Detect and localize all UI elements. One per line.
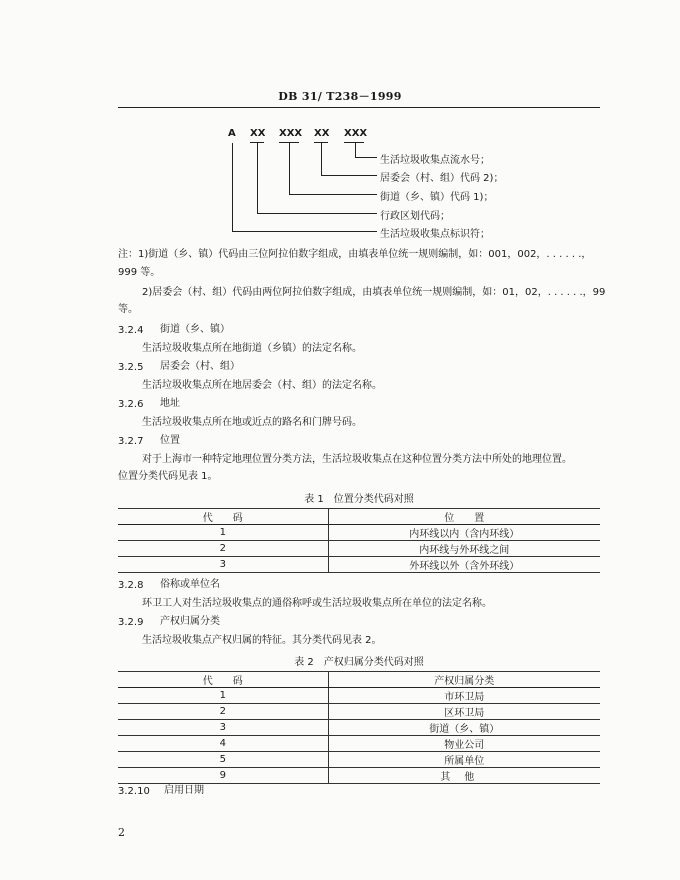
table-row bbox=[118, 541, 600, 557]
table-row bbox=[118, 720, 600, 736]
leader-serial bbox=[355, 157, 377, 158]
table-header-row bbox=[118, 672, 600, 688]
table-2 bbox=[118, 671, 600, 784]
code-part-a: A bbox=[228, 128, 236, 139]
leader-committee bbox=[321, 175, 377, 176]
section-number: 3.2.8 bbox=[118, 580, 144, 591]
section-number: 3.2.5 bbox=[118, 362, 144, 373]
section-number: 3.2.7 bbox=[118, 436, 144, 447]
table-1-caption: 表 1 位置分类代码对照 bbox=[304, 494, 414, 505]
section-body: 环卫工人对生活垃圾收集点的通俗称呼或生活垃圾收集点所在单位的法定名称。 bbox=[142, 598, 492, 609]
cell-code: 4 bbox=[118, 736, 328, 752]
table-row bbox=[118, 704, 600, 720]
note-1-line-2: 999 等。 bbox=[118, 267, 161, 278]
section-body-continued: 位置分类代码见表 1。 bbox=[118, 471, 218, 482]
header-ownership: 产权归属分类 bbox=[328, 672, 600, 688]
label-identifier: 生活垃圾收集点标识符； bbox=[380, 229, 490, 240]
label-district: 行政区划代码； bbox=[380, 211, 450, 222]
cell-code: 1 bbox=[118, 688, 328, 704]
table-row bbox=[118, 688, 600, 704]
section-body: 对于上海市一种特定地理位置分类方法，生活垃圾收集点在这种位置分类方法中所处的地理位置。 bbox=[142, 454, 572, 465]
connector-street bbox=[289, 143, 290, 194]
cell-ownership: 所属单位 bbox=[328, 752, 600, 768]
header-rule bbox=[118, 107, 600, 108]
leader-district bbox=[257, 213, 377, 214]
table-row bbox=[118, 752, 600, 768]
underline-serial bbox=[344, 142, 364, 143]
section-number: 3.2.4 bbox=[118, 325, 144, 336]
cell-code: 2 bbox=[118, 541, 328, 557]
section-body: 生活垃圾收集点所在地居委会（村、组）的法定名称。 bbox=[142, 380, 382, 391]
connector-district bbox=[257, 143, 258, 213]
cell-position: 内环线与外环线之间 bbox=[328, 541, 600, 557]
section-title: 地址 bbox=[160, 398, 180, 409]
table-row bbox=[118, 525, 600, 541]
table-1 bbox=[118, 508, 600, 573]
section-body: 生活垃圾收集点产权归属的特征。其分类代码见表 2。 bbox=[142, 635, 382, 646]
section-title: 产权归属分类 bbox=[160, 616, 220, 627]
header-code: 代 码 bbox=[118, 509, 328, 525]
section-number: 3.2.6 bbox=[118, 399, 144, 410]
code-part-serial: XXX bbox=[344, 128, 368, 139]
section-number: 3.2.9 bbox=[118, 617, 144, 628]
section-number: 3.2.10 bbox=[118, 786, 150, 797]
cell-code: 9 bbox=[118, 768, 328, 784]
document-code-header: DB 31/ T238－1999 bbox=[278, 90, 402, 103]
note-2-line-1: 2)居委会（村、组）代码由两位阿拉伯数字组成，由填表单位统一规则编制，如：01，02，. . . . . .，99 bbox=[142, 287, 606, 298]
cell-code: 2 bbox=[118, 704, 328, 720]
cell-code: 1 bbox=[118, 525, 328, 541]
section-title: 位置 bbox=[160, 435, 180, 446]
table-row bbox=[118, 557, 600, 573]
table-row bbox=[118, 768, 600, 784]
cell-ownership: 物业公司 bbox=[328, 736, 600, 752]
table-2-caption: 表 2 产权归属分类代码对照 bbox=[294, 657, 424, 668]
label-serial: 生活垃圾收集点流水号； bbox=[380, 155, 490, 166]
cell-code: 3 bbox=[118, 720, 328, 736]
cell-position: 内环线以内（含内环线） bbox=[328, 525, 600, 541]
table-row bbox=[118, 736, 600, 752]
note-2-line-2: 等。 bbox=[118, 304, 138, 315]
leader-street bbox=[289, 194, 377, 195]
cell-code: 5 bbox=[118, 752, 328, 768]
cell-ownership: 区环卫局 bbox=[328, 704, 600, 720]
section-body: 生活垃圾收集点所在地街道（乡镇）的法定名称。 bbox=[142, 343, 362, 354]
header-code: 代 码 bbox=[118, 672, 328, 688]
connector-identifier bbox=[232, 143, 233, 231]
section-body: 生活垃圾收集点所在地或近点的路名和门牌号码。 bbox=[142, 417, 362, 428]
code-part-street: XXX bbox=[279, 128, 303, 139]
label-street: 街道（乡、镇）代码 1)； bbox=[380, 192, 494, 203]
section-title: 街道（乡、镇） bbox=[160, 324, 230, 335]
cell-ownership: 市环卫局 bbox=[328, 688, 600, 704]
header-position: 位 置 bbox=[328, 509, 600, 525]
cell-code: 3 bbox=[118, 557, 328, 573]
cell-ownership: 街道（乡、镇） bbox=[328, 720, 600, 736]
code-part-district: XX bbox=[250, 128, 266, 139]
label-committee: 居委会（村、组）代码 2)； bbox=[380, 173, 504, 184]
connector-committee bbox=[321, 143, 322, 175]
page-number: 2 bbox=[118, 826, 125, 839]
connector-serial bbox=[355, 143, 356, 157]
section-title: 俗称或单位名 bbox=[160, 579, 220, 590]
cell-position: 外环线以外（含外环线） bbox=[328, 557, 600, 573]
section-title: 启用日期 bbox=[164, 785, 204, 796]
code-part-committee: XX bbox=[314, 128, 330, 139]
cell-ownership: 其他 bbox=[328, 768, 600, 784]
table-header-row bbox=[118, 509, 600, 525]
section-title: 居委会（村、组） bbox=[160, 361, 240, 372]
note-1-line-1: 注：1)街道（乡、镇）代码由三位阿拉伯数字组成，由填表单位统一规则编制，如：001，002，. . . . . .， bbox=[118, 249, 592, 260]
leader-identifier bbox=[232, 231, 377, 232]
